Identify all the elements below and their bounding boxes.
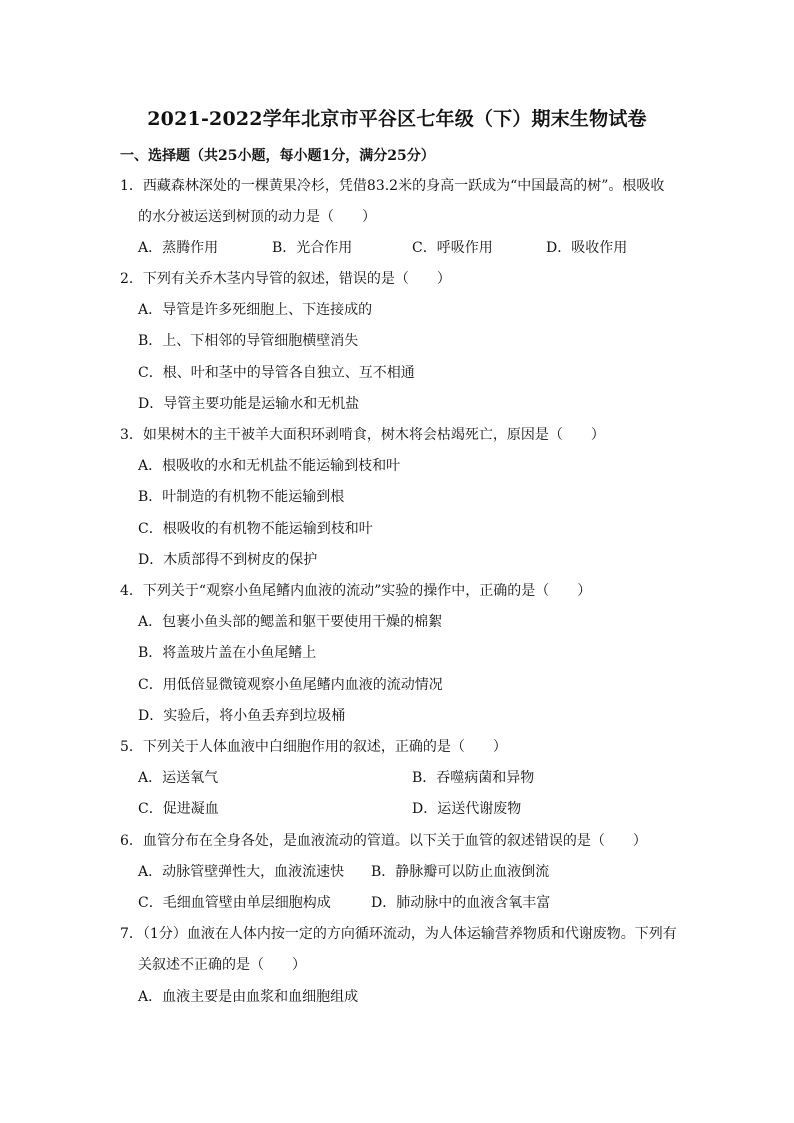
question-6-option-c: C．毛细血管壁由单层细胞构成 — [138, 895, 331, 911]
question-5-option-b: B．吞噬病菌和异物 — [412, 770, 535, 786]
question-6-line-1: 6．血管分布在全身各处，是血液流动的管道。以下关于血管的叙述错误的是（ ） — [120, 833, 647, 849]
page-title: 2021-2022学年北京市平谷区七年级（下）期末生物试卷 — [147, 108, 647, 130]
question-2-option-c: C．根、叶和茎中的导管各自独立、互不相通 — [138, 365, 415, 381]
question-4-option-b: B．将盖玻片盖在小鱼尾鳍上 — [138, 645, 317, 661]
question-2-option-d: D．导管主要功能是运输水和无机盐 — [138, 396, 360, 412]
question-2-option-a: A．导管是许多死细胞上、下连接成的 — [138, 302, 373, 318]
question-3-option-d: D．木质部得不到树皮的保护 — [138, 552, 318, 568]
question-4-line-1: 4．下列关于“观察小鱼尾鳍内血液的流动”实验的操作中，正确的是（ ） — [120, 583, 592, 599]
question-1-line-2: 的水分被运送到树顶的动力是（ ） — [138, 209, 376, 225]
question-4-option-a: A．包裹小鱼头部的鳃盖和躯干要使用干燥的棉絮 — [138, 614, 443, 630]
question-4-option-c: C．用低倍显微镜观察小鱼尾鳍内血液的流动情况 — [138, 677, 443, 693]
question-2-option-b: B．上、下相邻的导管细胞横壁消失 — [138, 333, 359, 349]
question-5-line-1: 5．下列关于人体血液中白细胞作用的叙述，正确的是（ ） — [120, 739, 507, 755]
question-7-option-a: A．血液主要是由血浆和血细胞组成 — [138, 989, 359, 1005]
question-1-option-b: B．光合作用 — [272, 240, 353, 256]
question-6-option-a: A．动脉管壁弹性大，血液流速快 — [138, 864, 345, 880]
question-3-option-b: B．叶制造的有机物不能运输到根 — [138, 489, 345, 505]
question-2-line-1: 2．下列有关乔木茎内导管的叙述，错误的是（ ） — [120, 271, 451, 287]
question-3-option-c: C．根吸收的有机物不能运输到枝和叶 — [138, 521, 373, 537]
question-6-option-d: D．肺动脉中的血液含氧丰富 — [371, 895, 551, 911]
question-3-line-1: 3．如果树木的主干被羊大面积环剥啃食，树木将会枯竭死亡，原因是（ ） — [120, 427, 605, 443]
question-5-option-c: C．促进凝血 — [138, 801, 219, 817]
question-3-option-a: A．根吸收的水和无机盐不能运输到枝和叶 — [138, 458, 401, 474]
question-5-option-a: A．运送氧气 — [138, 770, 219, 786]
question-1-option-c: C．呼吸作用 — [412, 240, 493, 256]
question-7-line-2: 关叙述不正确的是（ ） — [138, 957, 306, 973]
question-1-option-d: D．吸收作用 — [546, 240, 628, 256]
question-7-line-1: 7．（1分）血液在人体内按一定的方向循环流动，为人体运输营养物质和代谢废物。下列有 — [120, 926, 677, 942]
section-heading: 一、选择题（共25小题，每小题1分，满分25分） — [120, 148, 435, 164]
question-5-option-d: D．运送代谢废物 — [412, 801, 522, 817]
question-6-option-b: B．静脉瓣可以防止血液倒流 — [371, 864, 550, 880]
question-1-option-a: A．蒸腾作用 — [138, 240, 219, 256]
question-1-line-1: 1．西藏森林深处的一棵黄果冷杉，凭借83.2米的身高一跃成为“中国最高的树”。根吸收 — [120, 178, 665, 194]
question-4-option-d: D．实验后，将小鱼丢弃到垃圾桶 — [138, 708, 346, 724]
